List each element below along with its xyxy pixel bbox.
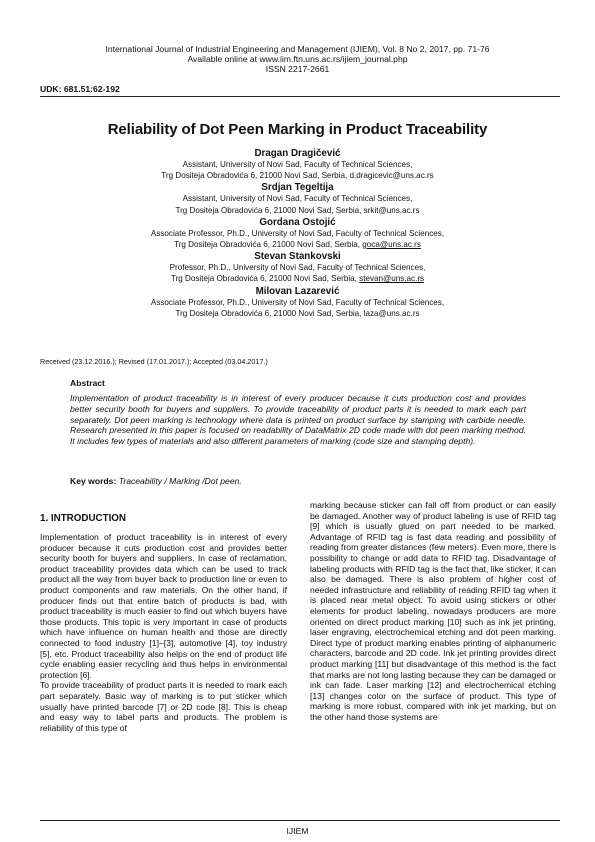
journal-issn: ISSN 2217-2661 (265, 64, 330, 74)
author-address (0, 274, 595, 284)
author-email: srkit@uns.ac.rs (363, 205, 420, 215)
udk-code: UDK: 681.51:62-192 (40, 84, 120, 94)
author-email-link[interactable]: goca@uns.ac.rs (362, 240, 421, 250)
footer-divider (40, 820, 560, 821)
paragraph: To provide traceability of product parts it is needed to mark each part separately. Basic way of marking is to put sticker which usually have printed barcode [7] or 2D code [8]. This is cheap and easy way to label parts and products. The problem is reliability of this type of (40, 680, 287, 733)
address-line: Trg Dositeja Obradovića 6, 21000 Novi Sad, Serbia, (161, 171, 350, 181)
author-address (0, 309, 595, 319)
keywords-text: Traceability / Marking /Dot peen. (118, 476, 242, 486)
paragraph: marking because sticker can fall off from product or can easily be damaged. Another way of product labeling is use of RFID tag [9] which is usually glued on part needed to be marked. Advantage of RFID tag is fast data reading and possibility of reading from greater distances (few meters). Even more, there is possibility to change or add data to RFID tag. Disadvantage of labeling products with RFID tag is the fact that, like sticker, it can also be damaged. There is also problem of higher cost of needed infrastructure and reliability of reading RFID tag when it is placed near metal object. To avoid using stickers or other elements for product labeling, nowadays producers are more oriented on direct product marking [10] such as ink jet printing, laser engraving, electrochemical etching and dot peen marking. Direct type of product marking enables printing of alphanumeric characters, barcode and 2D code. Ink jet printing provides direct product marking [11] but disadvantage of this method is the fact that marks are not long lasting because they can be damaged or ink can fade. Laser marking [12] and electrochemical etching [13] changes color on the surface of product. This type of marking is more robust, compared with ink jet marking, but on the other hand those systems are (310, 500, 556, 722)
author-list (0, 147, 595, 320)
author-affiliation (0, 298, 595, 308)
left-column (40, 532, 287, 733)
author-name: Dragan Dragičević (254, 148, 341, 159)
affiliation-line: Associate Professor, Ph.D., University of Novi Sad, Faculty of Technical Sciences, (150, 297, 445, 307)
author-affiliation (0, 229, 595, 239)
keywords-label: Key words: (70, 476, 117, 486)
author-affiliation (0, 160, 595, 170)
affiliation-line: Associate Professor, Ph.D., University of Novi Sad, Faculty of Technical Sciences, (150, 228, 445, 238)
right-column (310, 500, 556, 722)
author-address (0, 240, 595, 250)
keywords (70, 476, 242, 486)
address-line: Trg Dositeja Obradovića 6, 21000 Novi Sad, Serbia, (174, 240, 363, 250)
author-affiliation (0, 263, 595, 273)
submission-dates: Received (23.12.2016.); Revised (17.01.2017.); Accepted (03.04.2017.) (40, 357, 268, 366)
address-line: Trg Dositeja Obradovića 6, 21000 Novi Sad, Serbia, (175, 205, 364, 215)
abstract-heading: Abstract (70, 378, 105, 388)
author-name: Stevan Stankovski (254, 251, 341, 263)
page-footer: IJIEM (286, 826, 309, 836)
journal-header-line-1: International Journal of Industrial Engineering and Management (IJIEM), Vol. 8 No 2, 2017, pp. 71-76 (105, 44, 490, 54)
header-divider (40, 96, 560, 97)
author-name: Srdjan Tegeltija (261, 182, 334, 194)
author-email-link[interactable]: stevan@uns.ac.rs (359, 274, 425, 284)
author-affiliation (0, 194, 595, 204)
affiliation-line: Assistant, University of Novi Sad, Faculty of Technical Sciences, (182, 194, 413, 204)
abstract-text: Implementation of product traceability is in interest of every producer because it cuts production cost and provides better security booth for buyers and suppliers. To provide traceability of product parts it is needed to mark each part separately. Dot peen marking is technology where data is printed on product surface by stamping with carbide needle. Research presented in this paper is focused on readability of DataMatrix 2D code made with dot peen marking method. It includes few types of materials and also different parameters of marking (code size and stamping depth). (70, 393, 526, 447)
affiliation-line: Assistant, University of Novi Sad, Faculty of Technical Sciences, (182, 160, 413, 169)
address-line: Trg Dositeja Obradovića 6, 21000 Novi Sad, Serbia, (170, 274, 360, 284)
paragraph: Implementation of product traceability is in interest of every producer because it cuts production cost and provides better security booth for buyers and suppliers. In case of reclamation, product traceability provides data which can be used to track product all the way from buyer back to production line or even to product components and raw materials. On the other hand, if producer finds out that entire batch of products is bad, with product traceability is much easier to find out which buyers have those products. This topic is very important in case of products which have influence on human health and those are directly connected to food industry [1]–[3], automotive [4], toy industry [5], etc. Product traceability also helps on the end of product life cycle enabling easier recycling and thus helps in environmental protection [6]. (40, 532, 287, 680)
journal-header-line-2: Available online at www.iim.ftn.uns.ac.rs/ijiem_journal.php (187, 54, 408, 64)
author-email: laza@uns.ac.rs (363, 308, 420, 318)
author-name: Milovan Lazarević (255, 285, 340, 297)
section-heading-introduction: 1. INTRODUCTION (40, 513, 126, 524)
author-address (0, 171, 595, 181)
author-email: d.dragicevic@uns.ac.rs (349, 171, 434, 181)
author-address (0, 206, 595, 216)
author-name: Gordana Ostojić (259, 216, 336, 228)
address-line: Trg Dositeja Obradovića 6, 21000 Novi Sad, Serbia, (175, 308, 364, 318)
affiliation-line: Professor, Ph.D., University of Novi Sad, Faculty of Technical Sciences, (169, 263, 426, 273)
paper-title: Reliability of Dot Peen Marking in Product Traceability (107, 121, 488, 138)
